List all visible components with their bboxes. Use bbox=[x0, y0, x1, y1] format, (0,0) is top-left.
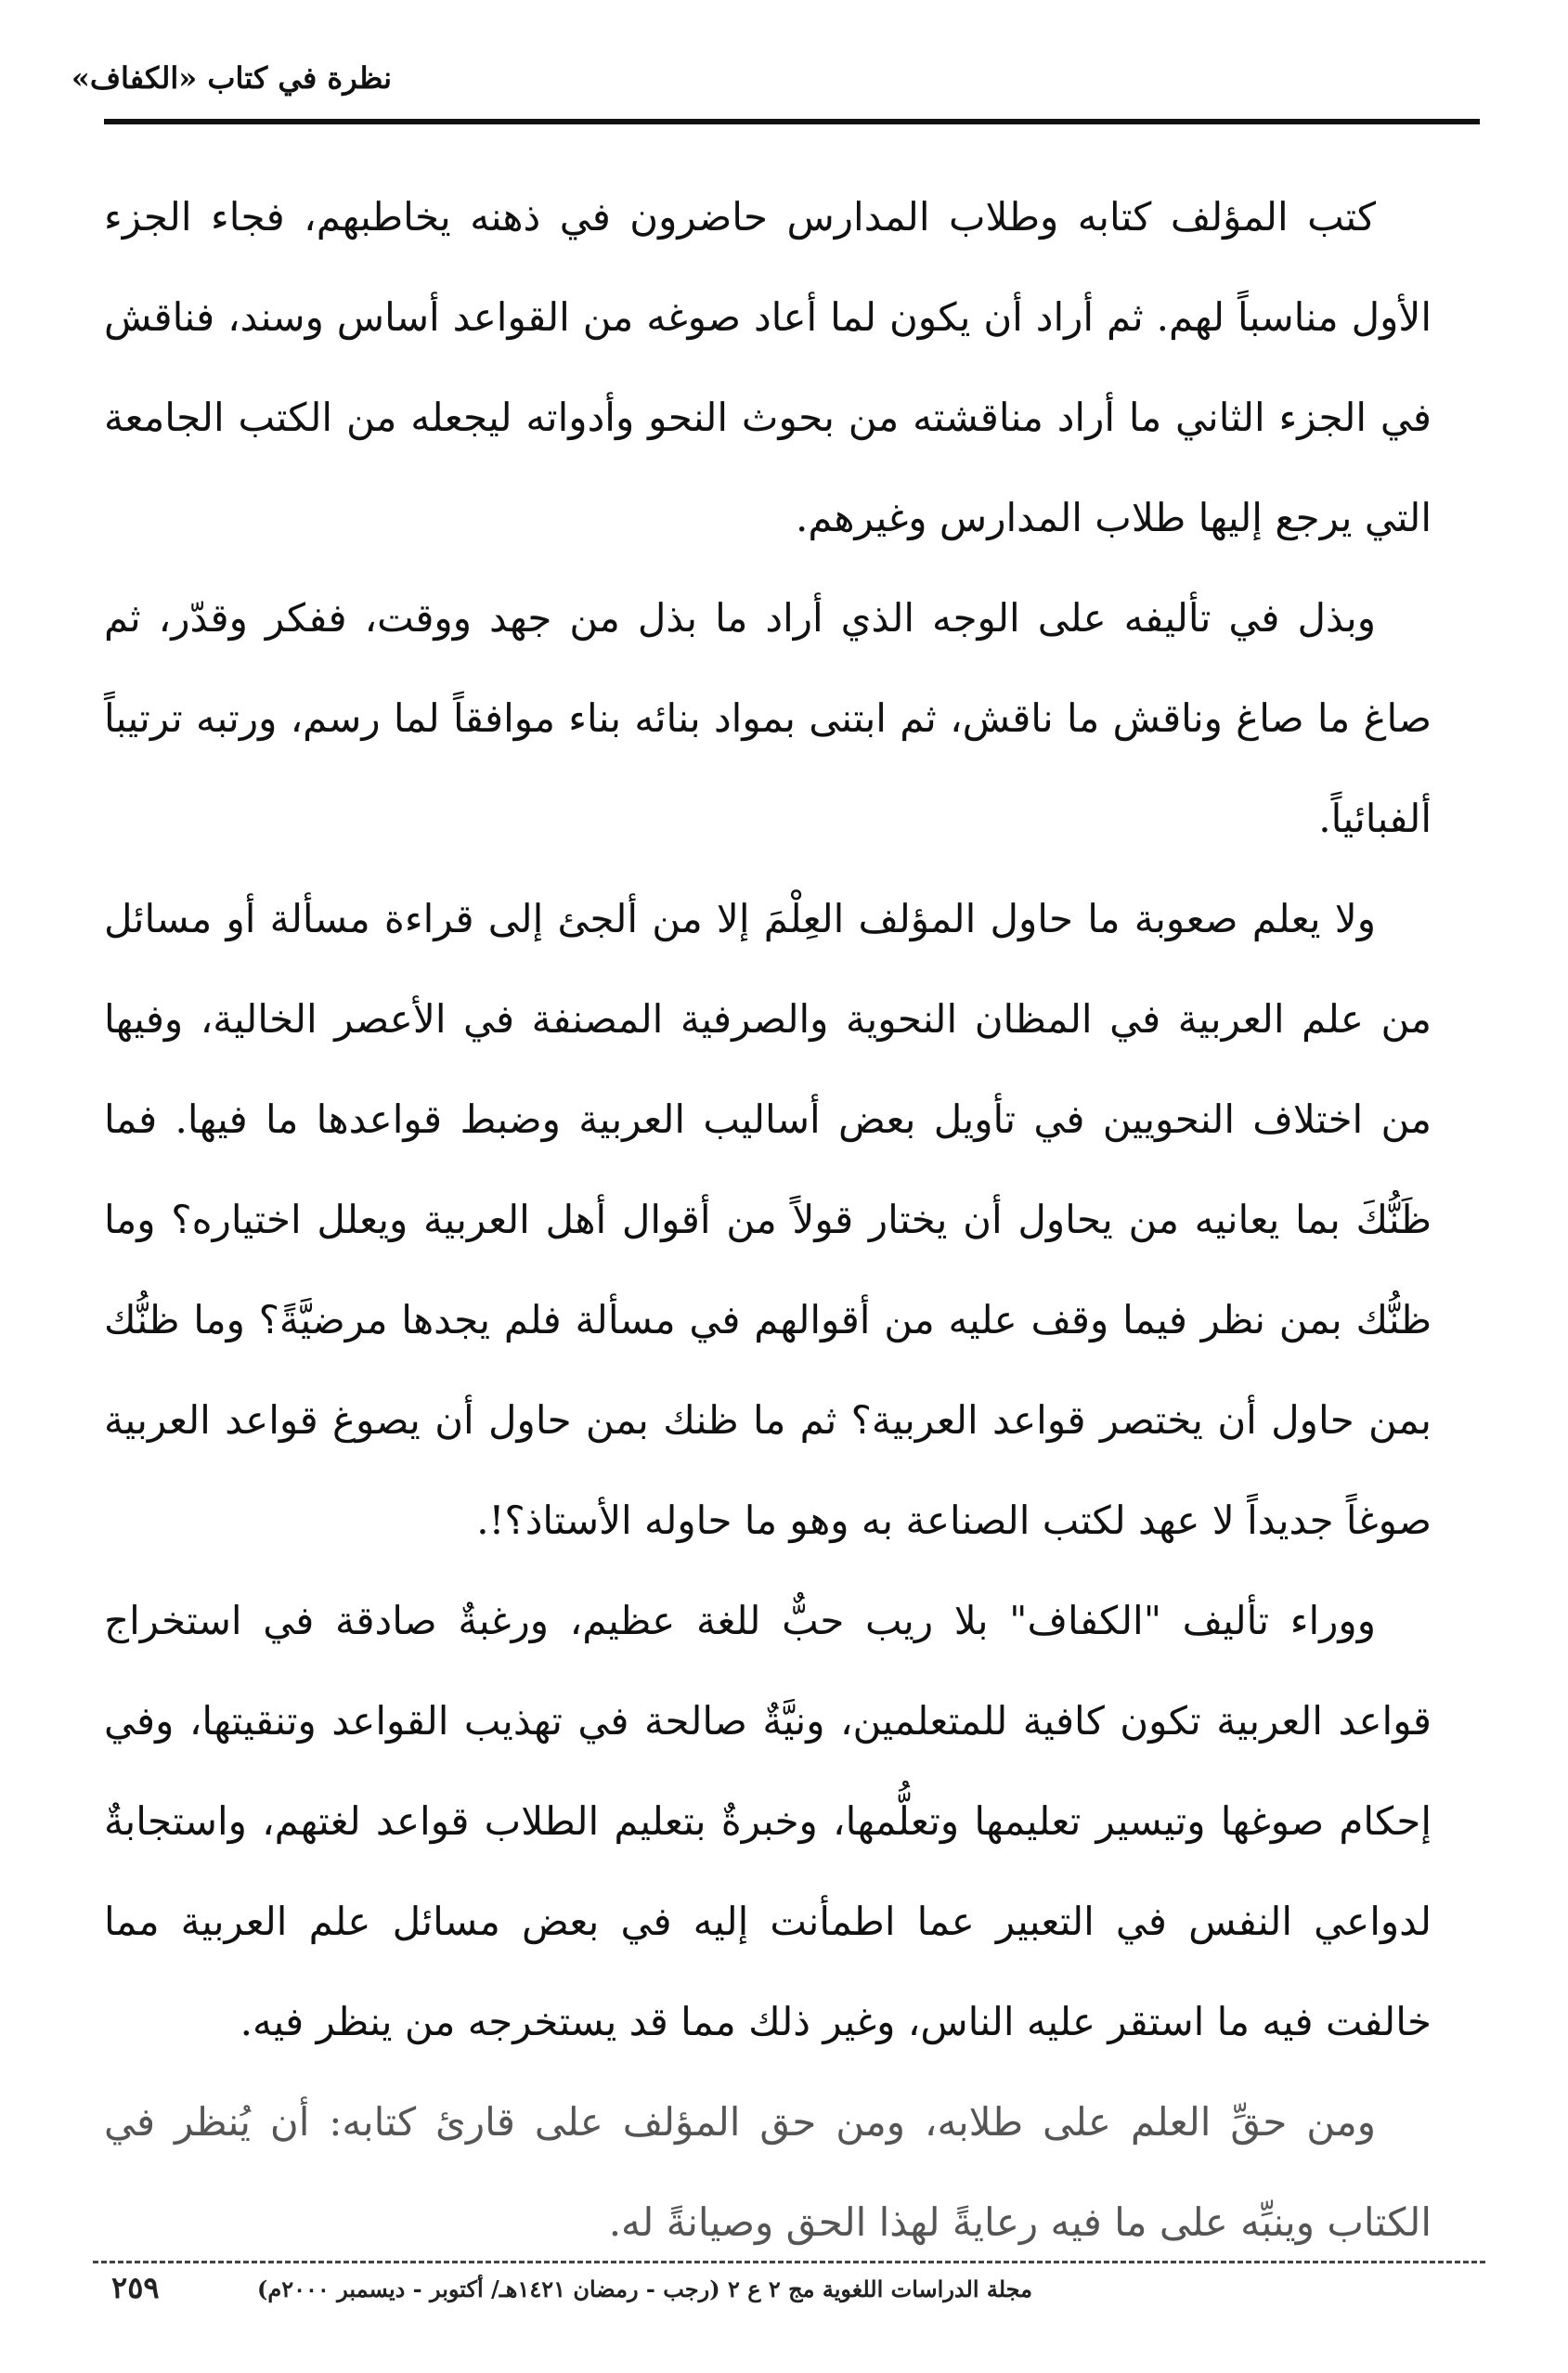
page-number: ٢٥٩ bbox=[111, 2270, 160, 2305]
paragraph-1: كتب المؤلف كتابه وطلاب المدارس حاضرون في ذهنه يخاطبهم، فجاء الجزء الأول مناسباً لهم. ثم أراد أن يكون لما أعاد صوغه من القواعد أساس وسند، فناقش في الجزء الثاني ما أراد مناقشته من بحوث النحو وأدواته ليجعله من الكتب الجامعة التي يرجع إليها طلاب المدارس وغيرهم. bbox=[104, 194, 1432, 540]
footer-rule bbox=[93, 2261, 1485, 2263]
header-rule bbox=[104, 119, 1480, 124]
running-title: نظرة في كتاب «الكفاف» bbox=[71, 60, 392, 96]
paragraph-5: ومن حقِّ العلم على طلابه، ومن حق المؤلف على قارئ كتابه: أن يُنظر في الكتاب وينبِّه على ما فيه رعايةً لهذا الحق وصيانةً له. bbox=[104, 2099, 1432, 2245]
journal-citation: مجلة الدراسات اللغوية مج ٢ ع ٢ (رجب - رمضان ١٤٢١هـ/ أكتوبر - ديسمبر ٢٠٠٠م) bbox=[257, 2276, 1032, 2302]
paragraph-3: ولا يعلم صعوبة ما حاول المؤلف العِلْمَ إلا من ألجئ إلى قراءة مسألة أو مسائل من علم العربية في المظان النحوية والصرفية المصنفة في الأعصر الخالية، وفيها من اختلاف النحويين في تأويل بعض أساليب العربية وضبط قواعدها ما فيها. فما ظَنُّكَ بما يعانيه من يحاول أن يختار قولاً من أقوال أهل العربية ويعلل اختياره؟ وما ظنُّك بمن نظر فيما وقف عليه من أقوالهم في مسألة فلم يجدها مرضيَّةً؟ وما ظنُّك بمن حاول أن يختصر قواعد العربية؟ ثم ما ظنك بمن حاول أن يصوغ قواعد العربية صوغاً جديداً لا عهد لكتب الصناعة به وهو ما حاوله الأستاذ؟!. bbox=[104, 896, 1432, 1543]
paragraph-4: ووراء تأليف "الكفاف" بلا ريب حبٌّ للغة عظيم، ورغبةٌ صادقة في استخراج قواعد العربية تكون كافية للمتعلمين، ونيَّةٌ صالحة في تهذيب القواعد وتنقيتها، وفي إحكام صوغها وتيسير تعليمها وتعلُّمها، وخبرةٌ بتعليم الطلاب قواعد لغتهم، واستجابةٌ لدواعي النفس في التعبير عما اطمأنت إليه في بعض مسائل علم العربية مما خالفت فيه ما استقر عليه الناس، وغير ذلك مما قد يستخرجه من ينظر فيه. bbox=[104, 1598, 1432, 2044]
article-body bbox=[104, 167, 1432, 2273]
paragraph-2: وبذل في تأليفه على الوجه الذي أراد ما بذل من جهد ووقت، ففكر وقدّر، ثم صاغ ما صاغ وناقش ما ناقش، ثم ابتنى بمواد بنائه بناء موافقاً لما رسم، ورتبه ترتيباً ألفبائياً. bbox=[104, 595, 1432, 841]
